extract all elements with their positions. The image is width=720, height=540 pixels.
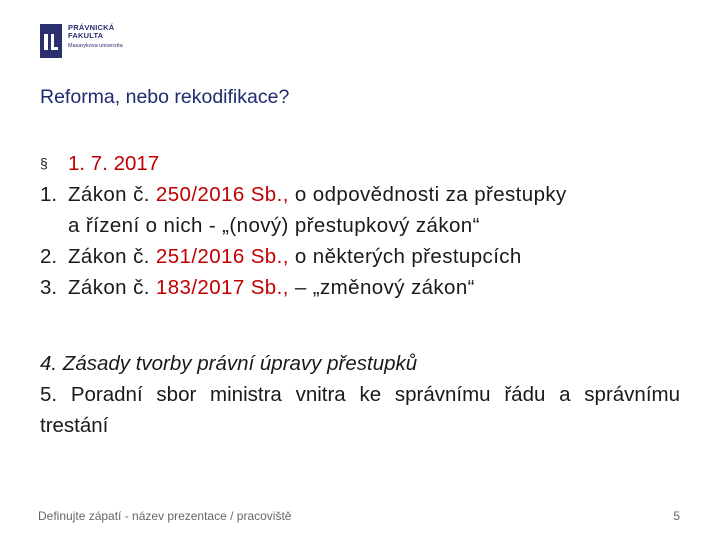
logo-line-2: FAKULTA <box>68 31 104 41</box>
list-marker: 1. <box>40 183 58 206</box>
list-item-text <box>68 179 567 210</box>
list-item <box>40 179 680 210</box>
list-item <box>40 241 680 272</box>
law-reference: 251/2016 Sb., <box>155 245 289 268</box>
law-reference: 183/2017 Sb., <box>155 276 289 299</box>
logo-text <box>68 24 123 49</box>
logo-line-3: Masarykova univerzita <box>68 42 123 49</box>
list-item <box>40 272 680 303</box>
additional-points <box>40 348 680 441</box>
slide-title: Reforma, nebo rekodifikace? <box>40 86 290 108</box>
point-5: 5. Poradní sbor ministra vnitra ke správnímu řádu a správnímu trestání <box>40 383 680 437</box>
list-item-continuation-text: a řízení o nich - „(nový) přestupkový zákon“ <box>68 214 480 237</box>
list-marker: 2. <box>40 245 58 268</box>
law-description: – „změnový zákon“ <box>288 276 475 299</box>
law-prefix: Zákon č. <box>68 276 156 299</box>
list-item-continuation <box>40 210 680 241</box>
university-logo-icon <box>40 24 62 58</box>
law-prefix: Zákon č. <box>68 183 156 206</box>
logo-line-1: PRÁVNICKÁ <box>68 23 115 32</box>
point-4: 4. Zásady tvorby právní úpravy přestupků <box>40 352 418 375</box>
bullet-row <box>40 148 680 179</box>
faculty-logo <box>40 24 123 58</box>
section-bullet-icon: § <box>40 155 48 171</box>
list-item-text <box>68 272 475 303</box>
law-reference: 250/2016 Sb., <box>155 183 289 206</box>
law-list <box>40 148 680 303</box>
footer-text: Definujte zápatí - název prezentace / pracoviště <box>38 509 292 523</box>
list-item-text <box>68 241 522 272</box>
date-text: 1. 7. 2017 <box>68 152 160 175</box>
law-description: o odpovědnosti za přestupky <box>288 183 567 206</box>
list-marker: 3. <box>40 276 58 299</box>
page-number: 5 <box>673 509 680 523</box>
law-description: o některých přestupcích <box>288 245 522 268</box>
law-prefix: Zákon č. <box>68 245 156 268</box>
